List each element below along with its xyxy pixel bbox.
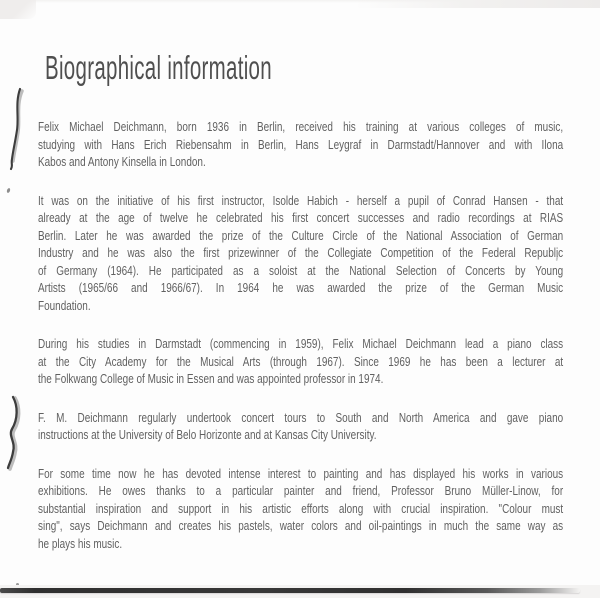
biography-text bbox=[38, 118, 563, 573]
text-line: substantial inspiration and support in his artistic efforts along with crucial inspiration. "Colour must bbox=[38, 500, 564, 516]
paragraph-list bbox=[38, 118, 563, 552]
text-line: Artists (1965/66 and 1966/67). In 1964 he was awarded the prize of the German Music bbox=[38, 280, 564, 295]
text-line: at the City Academy for the Musical Arts (through 1967). Since 1969 he has been a lecturer at bbox=[38, 353, 564, 369]
text-line: Felix Michael Deichmann, born 1936 in Berlin, received his training at various colleges of music, bbox=[38, 119, 564, 134]
text-line: F. M. Deichmann regularly undertook concert tours to South and North America and gave piano bbox=[38, 409, 564, 425]
text-line: Berlin. Later he was awarded the prize of the Culture Circle of the National Association of German bbox=[38, 227, 564, 243]
paragraph bbox=[38, 192, 563, 315]
scan-top-right-shadow bbox=[355, 0, 600, 8]
paragraph bbox=[38, 465, 563, 553]
text-line: sing", says Deichmann and creates his pastels, water colors and oil-paintings in much the same way as bbox=[38, 518, 564, 533]
paragraph bbox=[38, 335, 563, 388]
text-line: It was on the initiative of his first instructor, Isolde Habich - herself a pupil of Conrad Hansen - that bbox=[38, 192, 564, 208]
paragraph bbox=[38, 118, 563, 171]
text-line: of Germany (1964). He participated as a soloist at the National Selection of Concerts by Young bbox=[38, 262, 564, 278]
binding-staple-top bbox=[0, 85, 30, 195]
text-line: exhibitions. He owes thanks to a particular painter and friend, Professor Bruno Müller-Linow, for bbox=[38, 483, 564, 498]
text-line: Industry and he was also the first prizewinner of the Collegiate Competition of the Federal Republic bbox=[38, 245, 564, 260]
text-line: the Folkwang College of Music in Essen and was appointed professor in 1974. bbox=[38, 371, 384, 386]
text-line: For some time now he has devoted intense interest to painting and has displayed his works in various bbox=[38, 465, 564, 481]
scan-edge-line bbox=[0, 588, 580, 593]
text-line: Foundation. bbox=[38, 297, 91, 313]
binding-staple-bottom bbox=[0, 392, 30, 477]
text-line: studying with Hans Erich Riebensahm in Berlin, Hans Leygraf in Darmstadt/Hannover and with Ilona bbox=[38, 136, 564, 152]
text-line: During his studies in Darmstadt (commencing in 1959), Felix Michael Deichmann lead a piano class bbox=[38, 336, 564, 351]
page-title: Biographical information bbox=[45, 49, 272, 86]
text-line: instructions at the University of Belo Horizonte and at Kansas City University. bbox=[38, 427, 377, 442]
text-line: already at the age of twelve he celebrated his first concert successes and radio recordings at RIAS bbox=[38, 210, 564, 225]
paragraph bbox=[38, 409, 563, 444]
text-line: Kabos and Antony Kinsella in London. bbox=[38, 154, 206, 169]
scan-top-left-shadow bbox=[0, 0, 36, 19]
text-line: he plays his music. bbox=[38, 535, 123, 551]
